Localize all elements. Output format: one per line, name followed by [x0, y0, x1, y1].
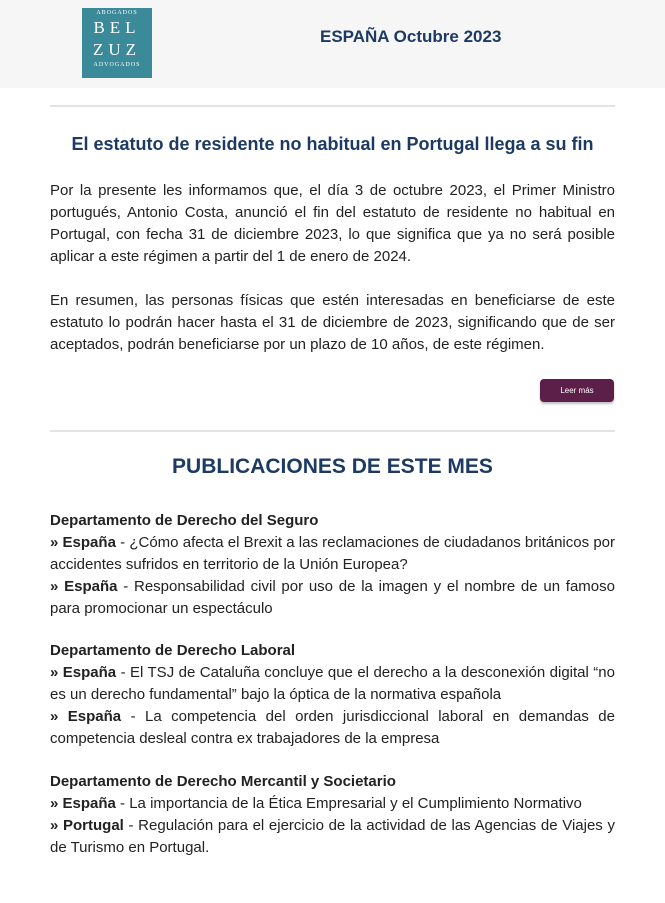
publication-link[interactable]: El TSJ de Cataluña concluye que el derecho a la desconexión digital “no es un derecho fundamental” bajo la óptica de la normativa española	[50, 664, 615, 703]
department-insurance	[50, 510, 615, 620]
publication-country: » España	[50, 664, 117, 681]
article-title: El estatuto de residente no habitual en Portugal llega a su fin	[71, 134, 594, 154]
divider-top	[50, 105, 615, 107]
article-paragraph-2: En resumen, las personas físicas que estén interesadas en beneficiarse de este estatuto lo podrán hacer hasta el 31 de diciembre de 2023, significando que de ser aceptados, podrán beneficiarse por un plazo de 10 años, de este régimen.	[50, 292, 615, 353]
publication-link[interactable]: ¿Cómo afecta el Brexit a las reclamaciones de ciudadanos británicos por accidentes sufridos en territorio de la Unión Europea?	[50, 534, 615, 573]
publication-item[interactable]: » España - Responsabilidad civil por uso de la imagen y el nombre de un famoso para promocionar un espectáculo	[50, 578, 615, 617]
publication-item[interactable]: » España - ¿Cómo afecta el Brexit a las reclamaciones de ciudadanos británicos por accidentes sufridos en territorio de la Unión Europea?	[50, 534, 615, 573]
publication-item[interactable]: » España - La competencia del orden jurisdiccional laboral en demandas de competencia desleal contra ex trabajadores de la empresa	[50, 708, 615, 747]
publication-country: » España	[50, 534, 116, 551]
department-commercial	[50, 771, 615, 859]
publication-link[interactable]: Responsabilidad civil por uso de la imagen y el nombre de un famoso para promocionar un espectáculo	[50, 578, 615, 617]
newsletter-header	[0, 0, 665, 88]
department-name: Departamento de Derecho del Seguro	[50, 512, 319, 529]
logo-line-1: BEL	[93, 18, 141, 37]
department-labor	[50, 640, 615, 750]
logo-top-text: ABOGADOS	[96, 10, 138, 16]
read-more-button[interactable]: Leer más	[540, 379, 614, 402]
publication-link[interactable]: La competencia del orden jurisdiccional laboral en demandas de competencia desleal contra ex trabajadores de la empresa	[50, 708, 615, 747]
divider-middle	[50, 430, 615, 432]
firm-logo	[82, 8, 152, 78]
publication-country: » Portugal	[50, 817, 124, 834]
newsletter-title: ESPAÑA Octubre 2023	[320, 27, 502, 46]
logo-line-2: ZUZ	[92, 40, 142, 59]
department-name: Departamento de Derecho Laboral	[50, 642, 296, 659]
publication-link[interactable]: La importancia de la Ética Empresarial y el Cumplimiento Normativo	[129, 795, 582, 812]
publications-title: PUBLICACIONES DE ESTE MES	[172, 455, 493, 478]
publication-country: » España	[50, 708, 122, 725]
publication-link[interactable]: Regulación para el ejercicio de la actividad de las Agencias de Viajes y de Turismo en Portugal.	[50, 817, 615, 856]
publication-country: » España	[50, 795, 116, 812]
publication-item[interactable]: » España - La importancia de la Ética Empresarial y el Cumplimiento Normativo	[50, 795, 582, 812]
department-name: Departamento de Derecho Mercantil y Societario	[50, 773, 396, 790]
logo-bottom-text: ADVOGADOS	[93, 62, 141, 68]
publication-item[interactable]: » Portugal - Regulación para el ejercicio de la actividad de las Agencias de Viajes y de Turismo en Portugal.	[50, 817, 615, 856]
publication-country: » España	[50, 578, 118, 595]
article-paragraph-1: Por la presente les informamos que, el día 3 de octubre 2023, el Primer Ministro portugués, Antonio Costa, anunció el fin del estatuto de residente no habitual en Portugal, con fecha 31 de diciembre 2023, lo que significa que ya no será posible aplicar a este régimen a partir del 1 de enero de 2024.	[50, 182, 615, 265]
publication-item[interactable]: » España - El TSJ de Cataluña concluye que el derecho a la desconexión digital “no es un derecho fundamental” bajo la óptica de la normativa española	[50, 664, 615, 703]
